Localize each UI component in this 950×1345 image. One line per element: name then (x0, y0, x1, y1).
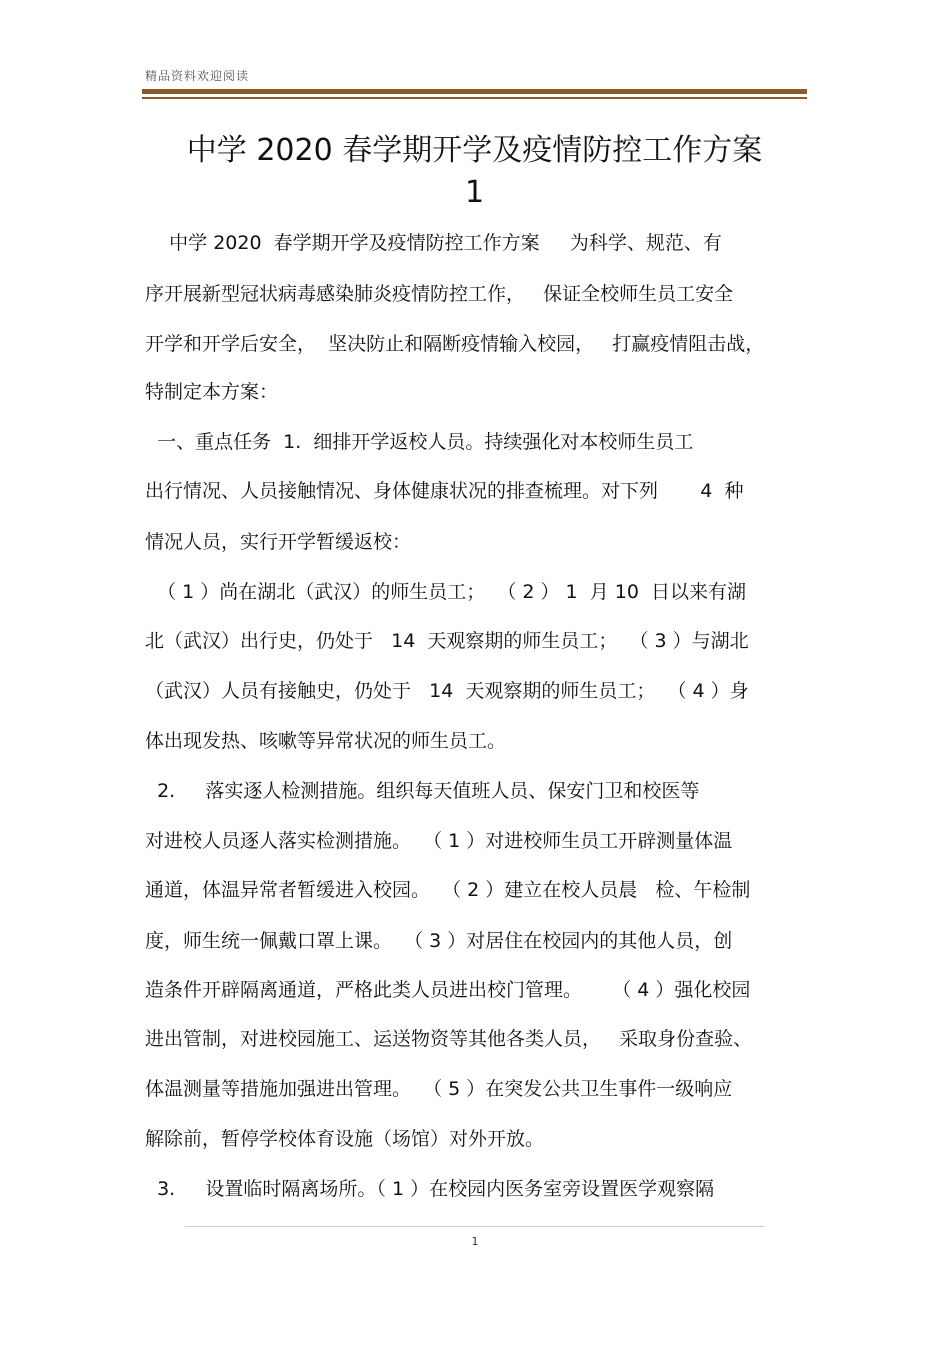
body-line: 中学 2020 春学期开学及疫情防控工作方案 为科学、规范、有 (145, 232, 722, 254)
body-line: 对进校人员逐人落实检测措施。 （ 1 ）对进校师生员工开辟测量体温 (145, 830, 733, 852)
body-line: 北（武汉）出行史，仍处于 14 天观察期的师生员工； （ 3 ）与湖北 (145, 630, 749, 652)
body-line: 情况人员，实行开学暂缓返校： (145, 531, 412, 553)
body-line: 体温测量等措施加强进出管理。 （ 5 ）在突发公共卫生事件一级响应 (145, 1078, 733, 1100)
document-title (142, 130, 807, 214)
body-line: 度，师生统一佩戴口罩上课。 （ 3 ）对居住在校园内的其他人员，创 (145, 930, 733, 952)
body-line: 通道，体温异常者暂缓进入校园。 （ 2 ）建立在校人员晨 检、午检制 (145, 879, 751, 901)
body-line: （武汉）人员有接触史，仍处于 14 天观察期的师生员工； （ 4 ）身 (145, 680, 749, 702)
body-line: 3. 设置临时隔离场所。（ 1 ）在校园内医务室旁设置医学观察隔 (145, 1178, 715, 1200)
footer-rule (185, 1226, 765, 1227)
body-line: 体出现发热、咳嗽等异常状况的师生员工。 (145, 730, 507, 752)
body-line: 解除前，暂停学校体育设施（场馆）对外开放。 (145, 1128, 545, 1150)
body-line: 进出管制，对进校园施工、运送物资等其他各类人员， 采取身份查验、 (145, 1028, 753, 1050)
body-line: （ 1 ）尚在湖北（武汉）的师生员工； （ 2 ） 1 月 10 日以来有湖 (145, 581, 746, 603)
body-line: 特制定本方案： (145, 381, 279, 403)
page-number: 1 (471, 1235, 479, 1248)
title-line-1: 中学 2020 春学期开学及疫情防控工作方案 (186, 133, 763, 168)
header-rule-thick (142, 89, 807, 94)
header-rule-thin (142, 97, 807, 99)
body-line: 一、重点任务 1. 细排开学返校人员。持续强化对本校师生员工 (145, 431, 694, 453)
body-line: 序开展新型冠状病毒感染肺炎疫情防控工作， 保证全校师生员工安全 (145, 283, 734, 305)
body-line: 出行情况、人员接触情况、身体健康状况的排查梳理。对下列 4 种 (145, 480, 744, 502)
body-line: 开学和开学后安全， 坚决防止和隔断疫情输入校园， 打赢疫情阻击战， (145, 333, 765, 355)
title-line-2: 1 (464, 175, 485, 210)
body-line: 造条件开辟隔离通道，严格此类人员进出校门管理。 （ 4 ）强化校园 (145, 979, 751, 1001)
body-line: 2. 落实逐人检测措施。组织每天值班人员、保安门卫和校医等 (145, 780, 700, 802)
page-header-text: 精品资料欢迎阅读 (145, 69, 250, 83)
